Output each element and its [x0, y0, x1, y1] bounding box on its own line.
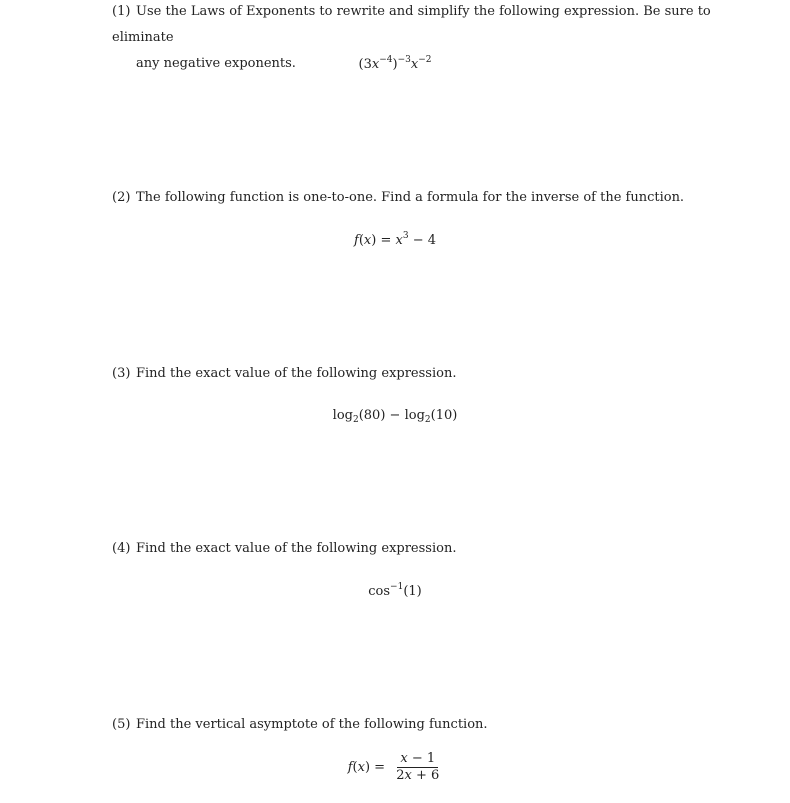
problem-number: (1) [112, 4, 131, 19]
fraction-denominator: 2x + 6 [396, 768, 440, 783]
expression-5: f(x) = $\frac{x - 1}{2x + 6}$ [0, 752, 790, 783]
problem-text: Use the Laws of Exponents to rewrite and simplify the following expression. Be sure to eliminate [112, 4, 711, 45]
fraction [393, 752, 442, 783]
problem-text: Find the vertical asymptote of the following function. [136, 717, 488, 732]
problem-number: (5) [112, 717, 131, 732]
problem-number: (3) [112, 366, 131, 381]
fraction-numerator: x − 1 [397, 752, 438, 768]
problem-5 [112, 712, 732, 738]
problem-2 [112, 185, 732, 211]
problem-text: Find the exact value of the following expression. [136, 366, 457, 381]
problem-text: Find the exact value of the following expression. [136, 541, 457, 556]
expression-1: $(3x^{-4})^{-3}x^{-2}$ [358, 55, 432, 72]
expression-2: $f(x) = x^3 - 4$ [354, 231, 436, 248]
problem-number: (2) [112, 190, 131, 205]
problem-text-continued: any negative exponents. [136, 56, 296, 71]
expression-3: $\log_2(80) - \log_2(10)$ [332, 408, 458, 425]
problem-3 [112, 361, 732, 387]
problem-number: (4) [112, 541, 131, 556]
problem-text: The following function is one-to-one. Find a formula for the inverse of the function. [136, 190, 685, 205]
problem-4 [112, 536, 732, 562]
expression-4: $\cos^{-1}(1)$ [368, 582, 422, 599]
